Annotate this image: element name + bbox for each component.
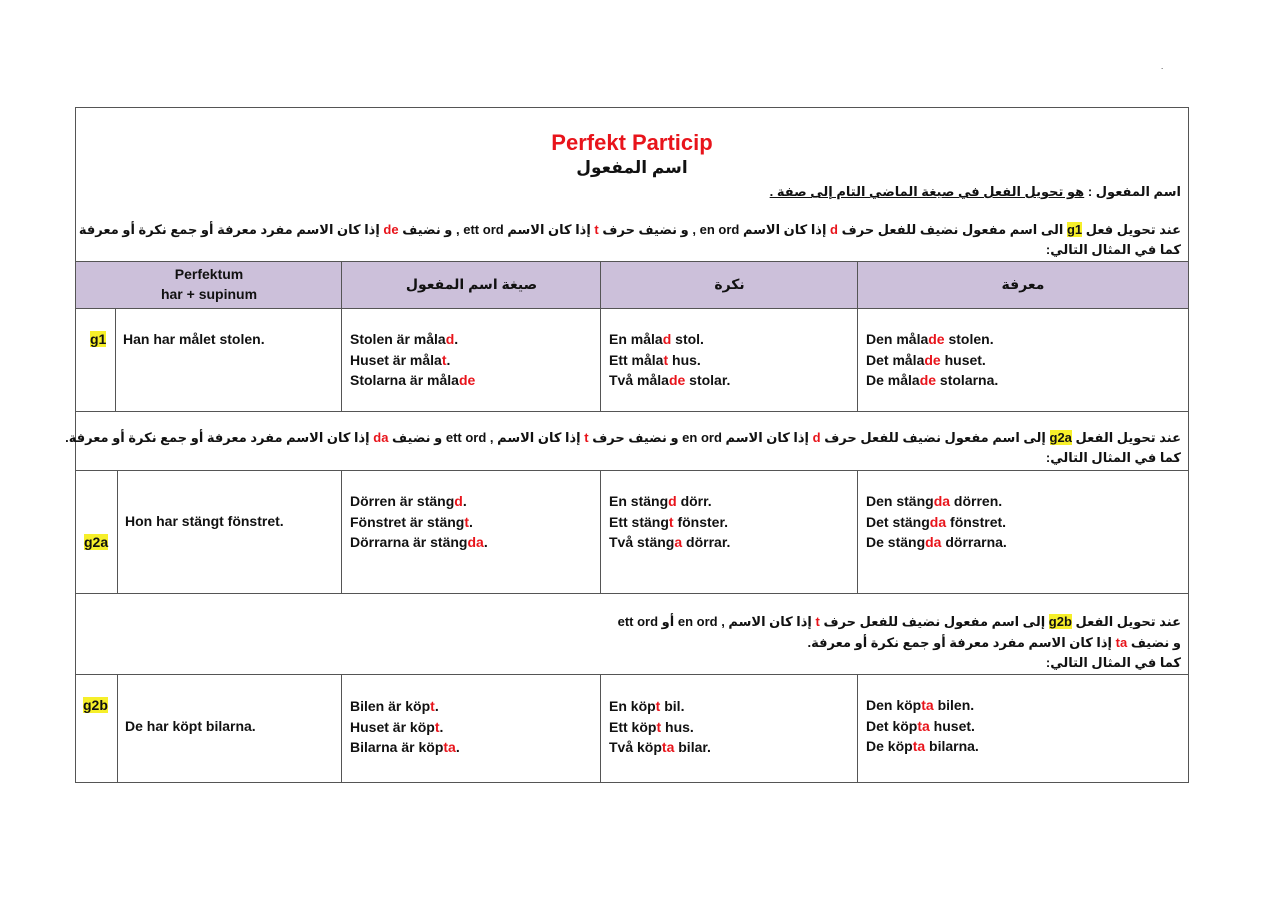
rule-text: إلى اسم مفعول نضيف للفعل حرف: [823, 614, 1046, 629]
rule-text: و نضيف حرف: [592, 430, 679, 445]
g2a-rule-section: [65, 412, 1188, 470]
rule-text: , و نضيف: [402, 222, 460, 237]
g2b-row: [76, 675, 1188, 783]
g1-tag-cell: [76, 309, 116, 411]
g2a-participle-cell: [342, 471, 601, 593]
col-perfektum: [76, 262, 342, 308]
header-section: [76, 108, 1188, 261]
rule-text: إذا كان الاسم مفرد معرفة أو جمع نكرة أو معرفة.: [65, 430, 370, 445]
rule-text: إذا كان الاسم: [725, 430, 809, 445]
g2a-definite-cell: [858, 471, 1188, 593]
g2b-indefinite-cell: [601, 675, 858, 783]
example-line: En köpt bil.: [609, 698, 685, 714]
group-tag-g2b: g2b: [1048, 614, 1072, 629]
example-line: Det köpta huset.: [866, 717, 975, 734]
perfektum-sentence: Hon har stängt fönstret.: [125, 513, 284, 529]
ett-ord: ett ord: [617, 614, 659, 629]
suffix-de: de: [383, 222, 399, 237]
page-subtitle: اسم المفعول: [576, 158, 688, 177]
example-line: Huset är målat.: [350, 351, 451, 368]
example-line: Ett köpt hus.: [609, 718, 694, 735]
example-line: Dörren är stängd.: [350, 493, 467, 509]
example-line: De målade stolarna.: [866, 372, 999, 388]
g1-indefinite-cell: [601, 309, 858, 411]
example-intro: كما في المثال التالي:: [1045, 450, 1181, 465]
suffix-da: da: [373, 430, 389, 445]
col-indefinite: [601, 262, 858, 308]
g2b-definite-cell: [858, 675, 1188, 783]
rule-text: عند تحويل الفعل: [1075, 614, 1181, 629]
definition-line: [83, 184, 1181, 200]
group-tag-g1: g1: [1066, 222, 1083, 237]
group-tag-g1: g1: [90, 331, 107, 347]
rule-text: إذا كان الاسم مفرد معرفة أو جمع نكرة أو معرفة.: [807, 635, 1113, 650]
rule-text: أو: [661, 614, 675, 629]
example-line: Två stänga dörrar.: [609, 534, 731, 550]
suffix-t: t: [584, 430, 589, 445]
g1-definite-cell: [858, 309, 1188, 411]
example-line: De köpta bilarna.: [866, 738, 979, 754]
g2a-row: [76, 471, 1188, 593]
col-definite: [858, 262, 1188, 308]
g2b-rule-section: [76, 594, 1188, 674]
rule-text: و نضيف: [392, 430, 443, 445]
col-definite-label: معرفة: [1001, 276, 1045, 292]
col-participle-label: صيغة اسم المفعول: [405, 276, 538, 292]
rule-text: إذا كان الاسم: [742, 222, 827, 237]
rule-text: إذا كان الاسم مفرد معرفة أو جمع نكرة أو معرفة: [78, 222, 380, 237]
rule-text: إذا كان الاسم ,: [721, 614, 812, 629]
rule-text: إذا كان الاسم: [507, 222, 591, 237]
definition-text: هو تحويل الفعل في صيغة الماضي التام إلى صفة .: [769, 184, 1085, 199]
group-tag-g2a: g2a: [84, 534, 109, 550]
g2b-rule-line-1: [83, 614, 1181, 630]
example-line: Ett målat hus.: [609, 351, 701, 368]
g1-participle-cell: [342, 309, 601, 411]
g2a-rule-line: [65, 430, 1181, 446]
example-line: Den målade stolen.: [866, 331, 994, 347]
example-line: Den köpta bilen.: [866, 697, 975, 713]
example-line: Bilarna är köpta.: [350, 739, 460, 755]
example-intro: كما في المثال التالي:: [1045, 655, 1181, 670]
g1-row: [76, 309, 1188, 411]
suffix-t: t: [594, 222, 599, 237]
rule-text: الى اسم مفعول نضيف للفعل حرف: [841, 222, 1064, 237]
en-ord: en ord: [699, 222, 740, 237]
document-table: [65, 107, 1189, 783]
rule-text: عند تحويل الفعل: [1075, 430, 1181, 445]
g2a-tag-cell: [76, 471, 118, 593]
definition-label: اسم المفعول :: [1087, 184, 1181, 199]
example-line: Huset är köpt.: [350, 718, 444, 735]
ett-ord: ett ord: [445, 430, 487, 445]
column-header-row: [76, 262, 1188, 308]
example-line: Två målade stolar.: [609, 372, 731, 388]
col-perfektum-label: Perfektum: [174, 266, 244, 282]
group-tag-g2b: g2b: [83, 697, 108, 713]
example-line: Bilen är köpt.: [350, 698, 439, 714]
example-line: Dörrarna är stängda.: [350, 534, 488, 550]
g2b-rule-line-2: [83, 635, 1181, 651]
example-intro: كما في المثال التالي:: [1045, 242, 1181, 257]
g2b-tag-cell: [76, 675, 118, 783]
g1-perfektum-cell: [116, 309, 342, 411]
suffix-ta: ta: [1115, 635, 1128, 650]
en-ord: en ord: [682, 430, 722, 445]
perfektum-sentence: De har köpt bilarna.: [125, 718, 256, 734]
example-line: Stolen är målad.: [350, 331, 459, 347]
rule-text: إلى اسم مفعول نضيف للفعل حرف: [824, 430, 1046, 445]
rule-text: و نضيف: [1130, 635, 1181, 650]
example-line: Ett stängt fönster.: [609, 513, 729, 530]
g2a-indefinite-cell: [601, 471, 858, 593]
col-perfektum-sublabel: har + supinum: [160, 286, 258, 302]
example-line: En stängd dörr.: [609, 493, 712, 509]
page-title: Perfekt Particip: [551, 130, 713, 155]
perfektum-sentence: Han har målet stolen.: [123, 331, 265, 347]
example-line: Det stängda fönstret.: [866, 513, 1007, 530]
example-line: Fönstret är stängt.: [350, 513, 473, 530]
suffix-d: d: [812, 430, 821, 445]
col-participle: [342, 262, 601, 308]
g2a-perfektum-cell: [118, 471, 342, 593]
example-line: En målad stol.: [609, 331, 704, 347]
suffix-d: d: [830, 222, 838, 237]
rule-text: إذا كان الاسم ,: [489, 430, 581, 445]
suffix-t: t: [815, 614, 820, 629]
ett-ord: ett ord: [463, 222, 504, 237]
en-ord: en ord: [677, 614, 718, 629]
example-line: Den stängda dörren.: [866, 493, 1003, 509]
rule-text: , و نضيف حرف: [602, 222, 696, 237]
rule-text: عند تحويل فعل: [1085, 222, 1181, 237]
group-tag-g2a: g2a: [1049, 430, 1072, 445]
example-line: Två köpta bilar.: [609, 739, 711, 755]
g2b-participle-cell: [342, 675, 601, 783]
example-line: De stängda dörrarna.: [866, 534, 1007, 550]
example-line: Det målade huset.: [866, 351, 986, 368]
g2b-perfektum-cell: [118, 675, 342, 783]
col-indefinite-label: نكرة: [714, 276, 745, 292]
corner-mark: .: [1161, 62, 1164, 71]
example-line: Stolarna är målade: [350, 372, 476, 388]
g1-rule-line: [78, 222, 1181, 238]
